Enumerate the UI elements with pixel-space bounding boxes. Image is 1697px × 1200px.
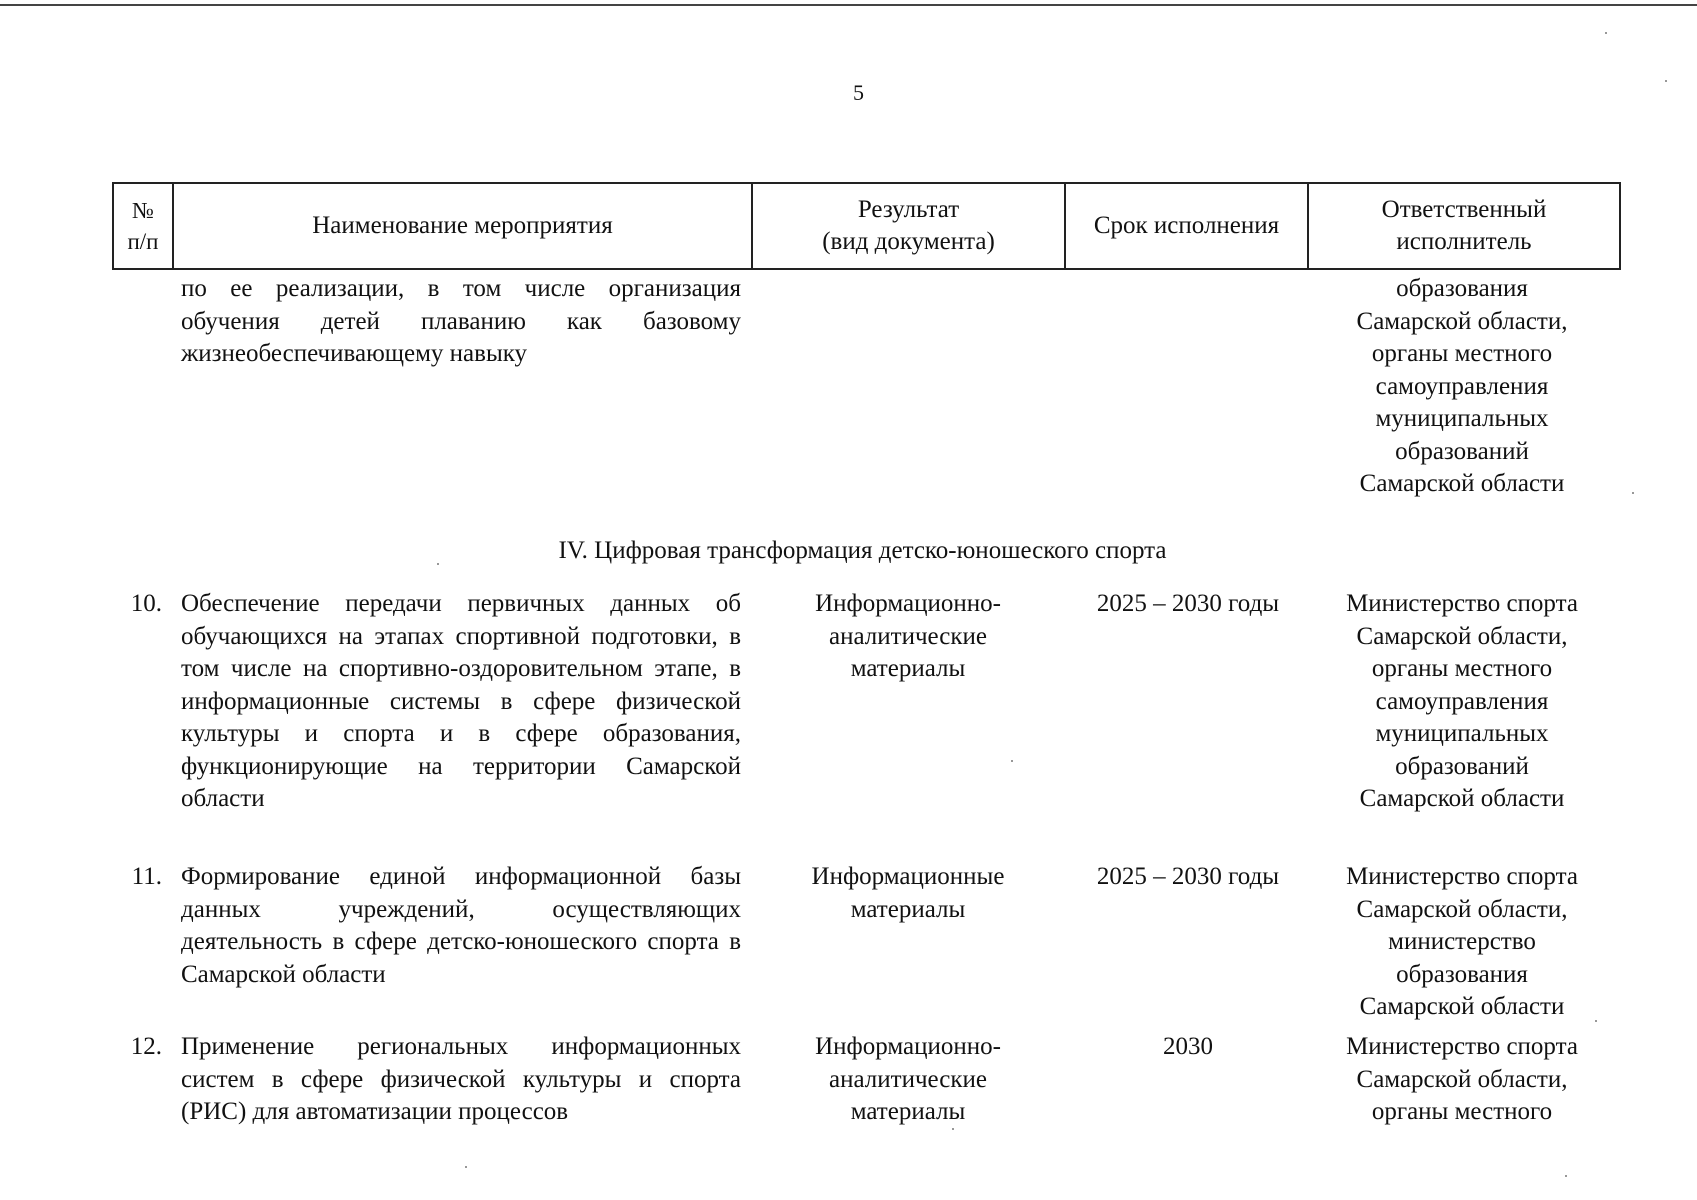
header-name: Наименование мероприятия: [173, 183, 752, 269]
scan-speck: [1632, 492, 1634, 494]
responsible-line: образования: [1396, 960, 1528, 988]
row-result: [758, 1031, 1058, 1129]
responsible-line: Самарской области,: [1356, 895, 1568, 923]
row-result: [758, 861, 1058, 926]
responsible-line: Самарской области: [1359, 993, 1565, 1020]
header-responsible: [1308, 183, 1620, 269]
responsible-line: органы местного: [1371, 1098, 1553, 1125]
row-number: 10.: [130, 590, 162, 617]
responsible-line: образований: [1395, 752, 1529, 780]
row-responsible: [1312, 1031, 1612, 1129]
responsible-line: самоуправления: [1375, 372, 1549, 400]
scan-speck: [1605, 32, 1607, 34]
responsible-line: органы местного: [1371, 655, 1553, 682]
header-num-line: №: [132, 198, 154, 223]
row-name: Применение региональных информационных систем в сфере физической культуры и спорта (РИС) для автоматизации процессов: [181, 1033, 741, 1125]
header-result-line: Результат: [857, 196, 960, 223]
row-result: [758, 588, 1058, 686]
row-responsible: [1312, 588, 1612, 816]
row-name: Формирование единой информационной базы данных учреждений, осуществляющих деятельность в сфере детско-юношеского спорта в Самарской области: [181, 863, 741, 988]
scan-speck: [1565, 1175, 1567, 1177]
responsible-line: образования: [1396, 275, 1528, 302]
responsible-line: Самарской области,: [1356, 307, 1568, 335]
responsible-line: Министерство спорта: [1346, 863, 1578, 890]
scan-speck: [465, 1166, 467, 1168]
result-line: аналитические: [829, 622, 987, 650]
header-num-line: п/п: [127, 229, 159, 254]
continuation-name: по ее реализации, в том числе организация обучения детей плаванию как базовому жизнеобеспечивающему навыку: [181, 275, 741, 367]
page-number: 5: [853, 80, 864, 105]
responsible-line: министерство: [1388, 928, 1536, 955]
top-scan-edge: [0, 4, 1697, 6]
responsible-line: муниципальных: [1375, 405, 1549, 432]
scan-speck: [1011, 760, 1013, 762]
responsible-line: образований: [1395, 437, 1529, 465]
responsible-line: Министерство спорта: [1346, 1033, 1578, 1060]
scan-speck: [1595, 1020, 1597, 1022]
header-responsible-line: Ответственный: [1381, 196, 1547, 223]
responsible-line: Самарской области,: [1356, 622, 1568, 650]
row-number: 12.: [130, 1033, 162, 1060]
result-line: Информационно-: [815, 590, 1001, 617]
responsible-line: муниципальных: [1375, 720, 1549, 747]
header-result-line: (вид документа): [822, 228, 995, 255]
table-header: [112, 182, 1621, 270]
header-result: [752, 183, 1065, 269]
header-term: Срок исполнения: [1065, 183, 1308, 269]
header-responsible-line: исполнитель: [1396, 228, 1532, 255]
scan-speck: [437, 563, 439, 565]
responsible-line: Самарской области: [1359, 470, 1565, 497]
responsible-line: органы местного: [1371, 340, 1553, 367]
row-term: 2025 – 2030 годы: [1096, 863, 1280, 890]
scan-speck: [952, 1128, 954, 1130]
responsible-line: Самарской области: [1359, 785, 1565, 812]
table-header-row: [113, 183, 1620, 269]
result-line: Информационно-: [815, 1033, 1001, 1060]
continuation-responsible: [1312, 273, 1612, 501]
scan-speck: [1665, 80, 1667, 82]
result-line: аналитические: [829, 1065, 987, 1093]
row-term: 2030: [1163, 1033, 1213, 1060]
responsible-line: самоуправления: [1375, 687, 1549, 715]
result-line: материалы: [850, 895, 966, 923]
header-num: [113, 183, 173, 269]
row-responsible: [1312, 861, 1612, 1024]
row-term: 2025 – 2030 годы: [1096, 590, 1280, 617]
responsible-line: Самарской области,: [1356, 1065, 1568, 1093]
row-number: 11.: [131, 863, 162, 890]
result-line: Информационные: [811, 863, 1005, 890]
result-line: материалы: [850, 655, 966, 682]
row-name: Обеспечение передачи первичных данных об обучающихся на этапах спортивной подготовки, в том числе на спортивно-оздоровительном этапе, в информационные системы в сфере физической культуры и спорта и в сфере образования, функционирующие на территории Самарской области: [181, 590, 741, 812]
result-line: материалы: [850, 1098, 966, 1125]
section-heading: IV. Цифровая трансформация детско-юношеского спорта: [558, 537, 1167, 564]
responsible-line: Министерство спорта: [1346, 590, 1578, 617]
